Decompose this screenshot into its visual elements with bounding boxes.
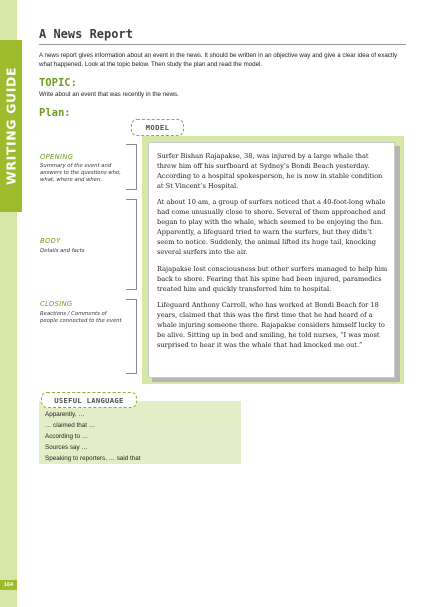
model-label: MODEL xyxy=(131,119,184,136)
useful-language-item: Speaking to reporters, … said that xyxy=(45,455,141,462)
plan-heading: Plan: xyxy=(39,107,71,119)
page-title: A News Report xyxy=(39,27,133,41)
model-paragraph: Rajapakse lost consciousness but other surfers managed to help him back to shore. Fearing that his spine had been injured, paramedics treated him and quickly transferred him to hospital. xyxy=(157,265,388,293)
plan-opening-desc: Summary of the event and answers to the questions who, what, where and when. xyxy=(40,163,121,184)
title-divider xyxy=(39,44,406,45)
body-bracket xyxy=(126,199,137,290)
model-paragraph: Lifeguard Anthony Carroll, who has worked at Bondi Beach for 18 years, claimed that this was the first time that he had heard of a whale injuring someone there. Rajapakse considers himself lucky to be alive. Sitting up in bed and smiling, he told nurses, “I was most surprised to hear it was the whale that had knocked me out.” xyxy=(157,301,385,349)
closing-bracket xyxy=(126,299,137,374)
writing-guide-label: WRITING GUIDE xyxy=(3,66,19,186)
useful-language-item: Apparently, … xyxy=(45,411,85,418)
intro-text: A news report gives information about an event in the news. It should be written in an objective way and give a clear idea of exactly what happened. Look at the topic below. Then study the plan and read the model. xyxy=(39,52,398,68)
plan-closing-label: CLOSING xyxy=(40,300,73,308)
opening-bracket xyxy=(126,144,137,190)
model-paragraph: Surfer Bishan Rajapakse, 38, was injured by a large whale that threw him off his surfboard at Sydney’s Bondi Beach yesterday. According to a hospital spokesperson, he is now in stable condition at St Vincent’s Hospital. xyxy=(157,152,383,190)
useful-language-item: According to … xyxy=(45,433,89,440)
plan-opening-label: OPENING xyxy=(40,153,74,161)
useful-language-item: … claimed that … xyxy=(45,422,96,429)
topic-heading: TOPIC: xyxy=(39,77,77,89)
model-paragraph: At about 10 am, a group of surfers noticed that a 40-foot-long whale had come unusually close to shore. Several of them approached and began to play with the whale, which seemed to be enjoying the fun. Apparently, a lifeguard tried to warn the surfers, but they didn’t seem to notice. Suddenly, the animal lifted its huge tail, knocking several surfers into the air. xyxy=(157,198,386,256)
useful-language-label: USEFUL LANGUAGE xyxy=(41,392,137,408)
useful-language-item: Sources say … xyxy=(45,444,88,451)
plan-body-label: BODY xyxy=(40,237,61,245)
plan-closing-desc: Reactions / Comments of people connected to the event xyxy=(40,311,122,325)
topic-text: Write about an event that was recently in the news. xyxy=(39,91,179,98)
plan-body-desc: Details and facts xyxy=(40,248,85,254)
page-number: 164 xyxy=(0,580,17,590)
